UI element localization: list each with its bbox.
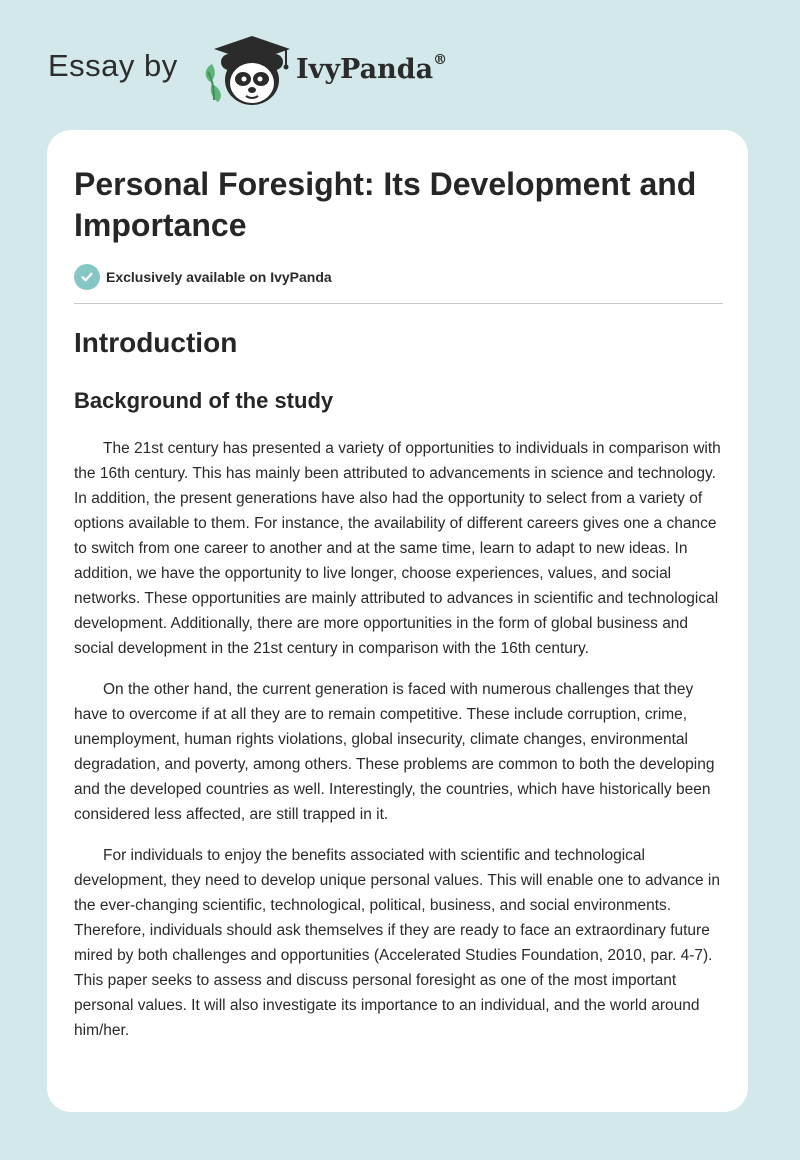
exclusive-badge	[74, 264, 332, 290]
paragraph-1: The 21st century has presented a variety of opportunities to individuals in comparison with the 16th century. This has mainly been attributed to advancements in science and technology. In addition, the present generations have also had the opportunity to select from a variety of options available to them. For instance, the availability of different careers gives one a chance to switch from one career to another and at the same time, learn to adapt to new ideas. In addition, we have the opportunity to live longer, choose experiences, values, and social networks. These opportunities are mainly attributed to advances in scientific and technological development. Additionally, there are more opportunities in the form of global business and social development in the 21st century in comparison with the 16th century.	[74, 440, 721, 657]
section-heading-introduction: Introduction	[74, 327, 238, 358]
brand-text: IvyPanda	[296, 54, 434, 85]
paragraph-2: On the other hand, the current generation is faced with numerous challenges that they have to overcome if at all they are to remain competitive. These include corruption, crime, unemployment, human rights violations, global insecurity, climate changes, environmental degradation, and poverty, among others. These problems are common to both the developing and the developed countries as well. Interestingly, the countries, which have historically been considered less affected, are still trapped in it.	[74, 681, 715, 823]
panda-graduate-icon[interactable]	[200, 34, 296, 110]
exclusive-badge-text: Exclusively available on IvyPanda	[106, 269, 332, 285]
essay-card	[47, 130, 748, 1112]
paragraph-3: For individuals to enjoy the benefits associated with scientific and technological development, they need to develop unique personal values. This will enable one to advance in the ever-changing scientific, technological, political, business, and social environments. Therefore, individuals should ask themselves if they are ready to face an extraordinary future mired by both challenges and opportunities (Accelerated Studies Foundation, 2010, par. 4-7). This paper seeks to assess and discuss personal foresight as one of the most important personal values. It will also investigate its importance to an individual, and the world around him/her.	[74, 847, 720, 1039]
brand-name[interactable]	[296, 54, 447, 85]
essay-body	[74, 436, 726, 1059]
site-header	[48, 34, 488, 114]
subsection-heading-background: Background of the study	[74, 388, 334, 413]
check-icon	[74, 264, 100, 290]
divider	[74, 303, 723, 304]
essay-by-label: Essay by	[48, 48, 178, 83]
registered-mark: ®	[433, 52, 448, 68]
essay-title: Personal Foresight: Its Development and Importance	[74, 166, 697, 243]
